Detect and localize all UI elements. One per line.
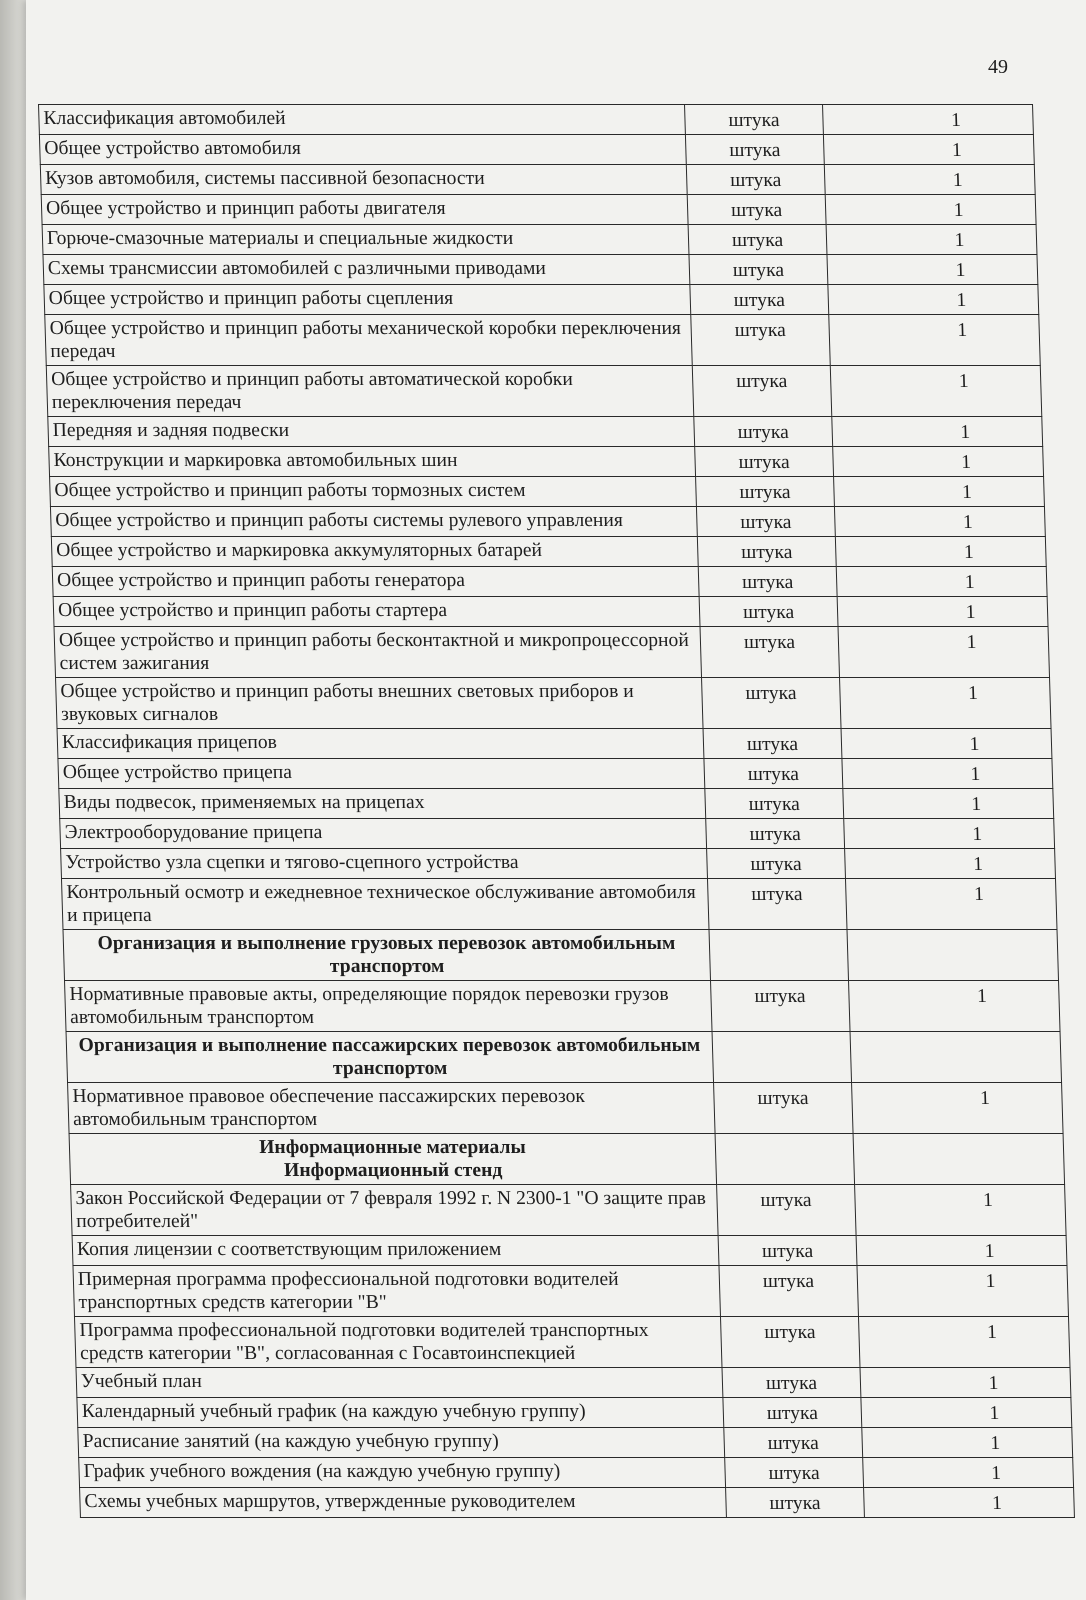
item-name: Классификация автомобилей: [43, 108, 286, 129]
quantity-cell: [850, 1032, 1062, 1083]
quantity-cell: 1: [844, 819, 1055, 849]
quantity-cell: 1: [845, 849, 1056, 879]
document-page: [26, 0, 1086, 1600]
section-heading-text: Организация и выполнение грузовых перевозок автомобильным транспортом: [97, 933, 676, 977]
table-row: [65, 981, 1061, 1032]
quantity-cell: 1: [833, 447, 1044, 477]
unit-cell: штука: [703, 729, 842, 759]
unit-cell: штука: [714, 1083, 854, 1134]
unit-cell: штука: [689, 255, 828, 285]
quantity-cell: 1: [836, 567, 1047, 597]
quantity-cell: 1: [829, 315, 1041, 366]
section-heading-text: Организация и выполнение пассажирских перевозок автомобильным транспортом: [78, 1035, 701, 1079]
unit-cell: штука: [704, 759, 843, 789]
item-name-cell: [50, 507, 697, 537]
item-name-cell: [54, 627, 702, 678]
item-name: Общее устройство и принцип работы механической коробки переключения передач: [49, 318, 682, 362]
quantity-cell: [853, 1134, 1065, 1185]
quantity-cell: 1: [856, 1236, 1067, 1266]
item-name-cell: [77, 1398, 724, 1428]
section-subheading-text: Информационный стенд: [283, 1160, 503, 1181]
item-name: Классификация прицепов: [61, 732, 278, 753]
item-name: Нормативное правовое обеспечение пассажирских перевозок автомобильным транспортом: [72, 1086, 586, 1130]
section-heading: [66, 1032, 714, 1083]
item-name: Общее устройство и принцип работы автоматической коробки переключения передач: [50, 369, 574, 413]
item-name-cell: [78, 1428, 725, 1458]
quantity-cell: 1: [825, 195, 1036, 225]
unit-cell: штука: [720, 1317, 860, 1368]
quantity-cell: 1: [834, 507, 1045, 537]
unit-cell: штука: [686, 165, 825, 195]
unit-cell: штука: [685, 105, 824, 135]
quantity-cell: 1: [834, 477, 1045, 507]
item-name-cell: [71, 1185, 719, 1236]
quantity-cell: 1: [842, 759, 1053, 789]
unit-cell: штука: [707, 849, 846, 879]
table-row: [46, 366, 1042, 417]
table-row: [42, 225, 1037, 255]
table-row: [80, 1488, 1075, 1518]
item-name: Кузов автомобиля, системы пассивной безопасности: [44, 168, 485, 189]
unit-cell: штука: [688, 225, 827, 255]
item-name-cell: [39, 105, 686, 135]
unit-cell: штука: [718, 1236, 857, 1266]
item-name-cell: [44, 285, 691, 315]
quantity-cell: 1: [830, 366, 1042, 417]
item-name: Общее устройство и принцип работы сцепления: [48, 288, 454, 309]
table-row: [39, 105, 1034, 135]
quantity-cell: 1: [855, 1185, 1067, 1236]
quantity-cell: 1: [843, 789, 1054, 819]
unit-cell: штука: [711, 981, 851, 1032]
item-name: Контрольный осмотр и ежедневное техническое обслуживание автомобиля и прицепа: [66, 882, 697, 926]
quantity-cell: 1: [863, 1458, 1074, 1488]
table-row: [48, 417, 1043, 447]
quantity-cell: 1: [841, 729, 1052, 759]
unit-cell: штука: [719, 1266, 859, 1317]
quantity-cell: 1: [838, 627, 1050, 678]
table-row: [56, 678, 1052, 729]
section-heading-row: [66, 1032, 1062, 1083]
table-row: [39, 135, 1034, 165]
item-name-cell: [76, 1368, 723, 1398]
item-name: Горюче-смазочные материалы и специальные жидкости: [46, 228, 514, 249]
table-row: [61, 879, 1057, 930]
unit-cell: штука: [722, 1368, 861, 1398]
item-name: Устройство узла сцепки и тягово-сцепного устройства: [65, 852, 519, 873]
item-name-cell: [49, 447, 696, 477]
table-row: [53, 597, 1048, 627]
item-name-cell: [42, 225, 689, 255]
item-name-cell: [50, 477, 697, 507]
item-name: Электрооборудование прицепа: [64, 822, 323, 843]
unit-cell: [715, 1134, 855, 1185]
table-row: [52, 567, 1047, 597]
item-name-cell: [45, 315, 693, 366]
unit-cell: штука: [696, 507, 835, 537]
table-row: [57, 729, 1052, 759]
unit-cell: штука: [726, 1488, 865, 1518]
table-row: [40, 165, 1035, 195]
unit-cell: штука: [724, 1428, 863, 1458]
quantity-cell: 1: [840, 678, 1052, 729]
table-row: [68, 1083, 1064, 1134]
item-name-cell: [73, 1266, 721, 1317]
table-row: [74, 1317, 1070, 1368]
quantity-cell: 1: [864, 1488, 1075, 1518]
item-name: Общее устройство и принцип работы двигателя: [45, 198, 446, 219]
item-name: Нормативные правовые акты, определяющие порядок перевозки грузов автомобильным транспортом: [69, 984, 669, 1028]
unit-cell: штука: [705, 789, 844, 819]
quantity-cell: 1: [832, 417, 1043, 447]
section-heading-row: [63, 930, 1059, 981]
unit-cell: штука: [717, 1185, 857, 1236]
table-row: [71, 1185, 1067, 1236]
item-name-cell: [79, 1458, 726, 1488]
quantity-cell: 1: [852, 1083, 1064, 1134]
table-row: [58, 759, 1053, 789]
item-name: Расписание занятий (на каждую учебную группу): [82, 1431, 500, 1452]
unit-cell: штука: [695, 447, 834, 477]
table-row: [72, 1236, 1067, 1266]
table-row: [59, 789, 1054, 819]
item-name: Общее устройство и принцип работы стартера: [57, 600, 448, 621]
item-name-cell: [59, 789, 706, 819]
quantity-cell: 1: [823, 135, 1034, 165]
equipment-table: [38, 104, 1075, 1518]
table-row: [54, 627, 1050, 678]
quantity-cell: 1: [849, 981, 1061, 1032]
item-name: Конструкции и маркировка автомобильных шин: [53, 450, 458, 471]
quantity-cell: 1: [824, 165, 1035, 195]
item-name: Общее устройство прицепа: [62, 762, 293, 783]
item-name-cell: [68, 1083, 716, 1134]
item-name-cell: [39, 135, 686, 165]
section-heading-row: [69, 1134, 1065, 1185]
item-name: Программа профессиональной подготовки водителей транспортных средств категории "B", согласованная с Госавтоинспекцией: [79, 1320, 649, 1364]
quantity-cell: 1: [823, 105, 1034, 135]
item-name: Примерная программа профессиональной подготовки водителей транспортных средств категории "B": [77, 1269, 619, 1313]
item-name-cell: [60, 819, 707, 849]
table-row: [78, 1428, 1073, 1458]
table-row: [61, 849, 1056, 879]
section-heading-text: Информационные материалы: [258, 1137, 527, 1158]
table-row: [51, 537, 1046, 567]
item-name: Копия лицензии с соответствующим приложением: [76, 1239, 502, 1260]
section-heading: [69, 1134, 717, 1185]
item-name: Календарный учебный график (на каждую учебную группу): [81, 1401, 586, 1422]
item-name: Схемы учебных маршрутов, утвержденные руководителем: [84, 1491, 576, 1512]
item-name: Учебный план: [80, 1371, 203, 1392]
item-name: Схемы трансмиссии автомобилей с различными приводами: [47, 258, 547, 279]
table-row: [50, 507, 1045, 537]
quantity-cell: 1: [857, 1266, 1069, 1317]
item-name: График учебного вождения (на каждую учебную группу): [83, 1461, 561, 1482]
quantity-cell: 1: [858, 1317, 1070, 1368]
item-name-cell: [52, 567, 699, 597]
table-row: [76, 1368, 1071, 1398]
quantity-cell: 1: [845, 879, 1057, 930]
quantity-cell: 1: [861, 1398, 1072, 1428]
item-name-cell: [56, 678, 704, 729]
quantity-cell: 1: [860, 1368, 1071, 1398]
item-name-cell: [43, 255, 690, 285]
item-name: Общее устройство автомобиля: [44, 138, 302, 159]
unit-cell: штука: [707, 879, 847, 930]
section-heading: [63, 930, 711, 981]
item-name: Общее устройство и принцип работы внешних световых приборов и звуковых сигналов: [60, 681, 635, 725]
item-name: Общее устройство и принцип работы генератора: [56, 570, 466, 591]
page-number: 49: [988, 56, 1008, 78]
item-name-cell: [61, 849, 708, 879]
item-name-cell: [53, 597, 700, 627]
unit-cell: штука: [690, 285, 829, 315]
unit-cell: штука: [723, 1398, 862, 1428]
item-name-cell: [80, 1488, 727, 1518]
table-row: [50, 477, 1045, 507]
unit-cell: штука: [685, 135, 824, 165]
table-row: [77, 1398, 1072, 1428]
unit-cell: [709, 930, 849, 981]
table-row: [43, 255, 1038, 285]
unit-cell: штука: [687, 195, 826, 225]
item-name-cell: [46, 366, 694, 417]
item-name-cell: [61, 879, 709, 930]
item-name-cell: [41, 195, 688, 225]
unit-cell: штука: [691, 315, 831, 366]
item-name: Передняя и задняя подвески: [52, 420, 290, 441]
item-name-cell: [74, 1317, 722, 1368]
item-name: Общее устройство и маркировка аккумуляторных батарей: [55, 540, 543, 561]
quantity-cell: 1: [862, 1428, 1073, 1458]
item-name-cell: [58, 759, 705, 789]
quantity-cell: [847, 930, 1059, 981]
table-row: [73, 1266, 1069, 1317]
unit-cell: штука: [700, 627, 840, 678]
table-row: [45, 315, 1041, 366]
unit-cell: штука: [699, 597, 838, 627]
quantity-cell: 1: [827, 255, 1038, 285]
item-name-cell: [48, 417, 695, 447]
item-name-cell: [51, 537, 698, 567]
table-row: [41, 195, 1036, 225]
table-body: [39, 105, 1075, 1518]
table-row: [44, 285, 1039, 315]
item-name: Общее устройство и принцип работы системы рулевого управления: [55, 510, 624, 531]
item-name: Общее устройство и принцип работы тормозных систем: [54, 480, 526, 501]
item-name: Общее устройство и принцип работы бесконтактной и микропроцессорной систем зажигания: [58, 630, 690, 674]
unit-cell: штука: [706, 819, 845, 849]
table-row: [79, 1458, 1074, 1488]
unit-cell: штука: [697, 537, 836, 567]
table-row: [60, 819, 1055, 849]
unit-cell: штука: [702, 678, 842, 729]
item-name-cell: [65, 981, 713, 1032]
quantity-cell: 1: [835, 537, 1046, 567]
item-name: Виды подвесок, применяемых на прицепах: [63, 792, 425, 813]
quantity-cell: 1: [837, 597, 1048, 627]
item-name-cell: [40, 165, 687, 195]
table-row: [49, 447, 1044, 477]
unit-cell: штука: [692, 366, 832, 417]
unit-cell: штука: [696, 477, 835, 507]
unit-cell: штука: [694, 417, 833, 447]
quantity-cell: 1: [826, 225, 1037, 255]
item-name: Закон Российской Федерации от 7 февраля 1992 г. N 2300-1 "О защите прав потребителей": [75, 1188, 707, 1232]
quantity-cell: 1: [828, 285, 1039, 315]
item-name-cell: [57, 729, 704, 759]
item-name-cell: [72, 1236, 719, 1266]
unit-cell: штука: [725, 1458, 864, 1488]
unit-cell: [712, 1032, 852, 1083]
unit-cell: штука: [698, 567, 837, 597]
